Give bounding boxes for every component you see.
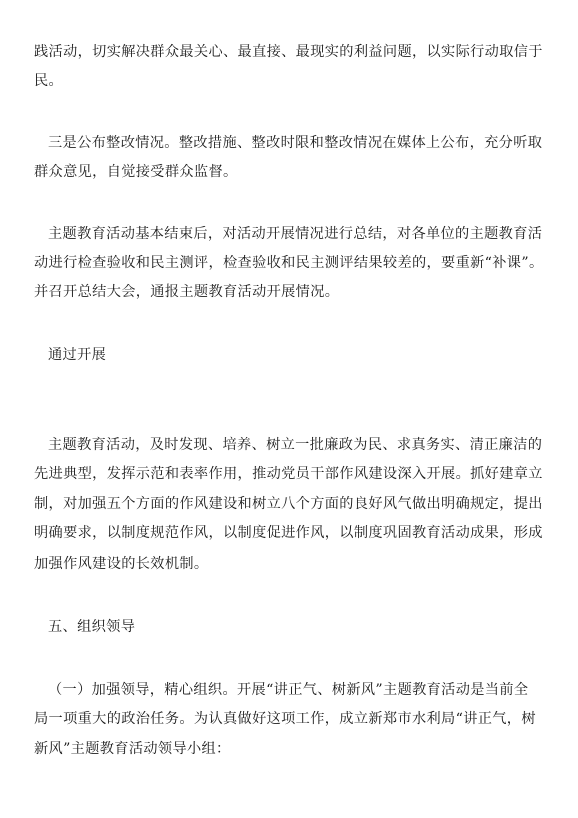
text-line-7: 并召开总结大会，通报主题教育活动开展情况。 [34,284,340,300]
text-line-10: 先进典型，发挥示范和表率作用，推动党员干部作风建设深入开展。抓好建章立 [34,466,543,482]
text-line-16: 局一项重大的政治任务。为认真做好这项工作，成立新郑市水利局“讲正气，树 [34,711,536,727]
text-line-13: 加强作风建设的长效机制。 [34,556,209,572]
text-line-4: 群众意见，自觉接受群众监督。 [34,164,238,180]
text-line-1: 践活动，切实解决群众最关心、最直接、最现实的利益问题，以实际行动取信于 [34,44,543,60]
text-line-9: 主题教育活动，及时发现、培养、树立一批廉政为民、求真务实、清正廉洁的 [48,437,543,453]
text-line-8: 通过开展 [48,347,107,363]
text-line-5: 主题教育活动基本结束后，对活动开展情况进行总结，对各单位的主题教育活 [48,226,543,242]
text-line-11: 制，对加强五个方面的作风建设和树立八个方面的良好风气做出明确规定，提出 [34,496,543,512]
text-line-2: 民。 [34,73,64,89]
text-line-17: 新风”主题教育活动领导小组： [34,741,231,757]
text-line-6: 动进行检查验收和民主测评，检查验收和民主测评结果较差的，要重新“补课”。 [34,255,544,271]
text-line-12: 明确要求，以制度规范作风，以制度促进作风，以制度巩固教育活动成果，形成 [34,525,543,541]
text-line-15: （一）加强领导，精心组织。开展“讲正气、树新风”主题教育活动是当前全 [48,682,529,698]
text-line-3: 三是公布整改情况。整改措施、整改时限和整改情况在媒体上公布，充分听取 [48,135,543,151]
section-heading: 五、组织领导 [48,619,136,635]
